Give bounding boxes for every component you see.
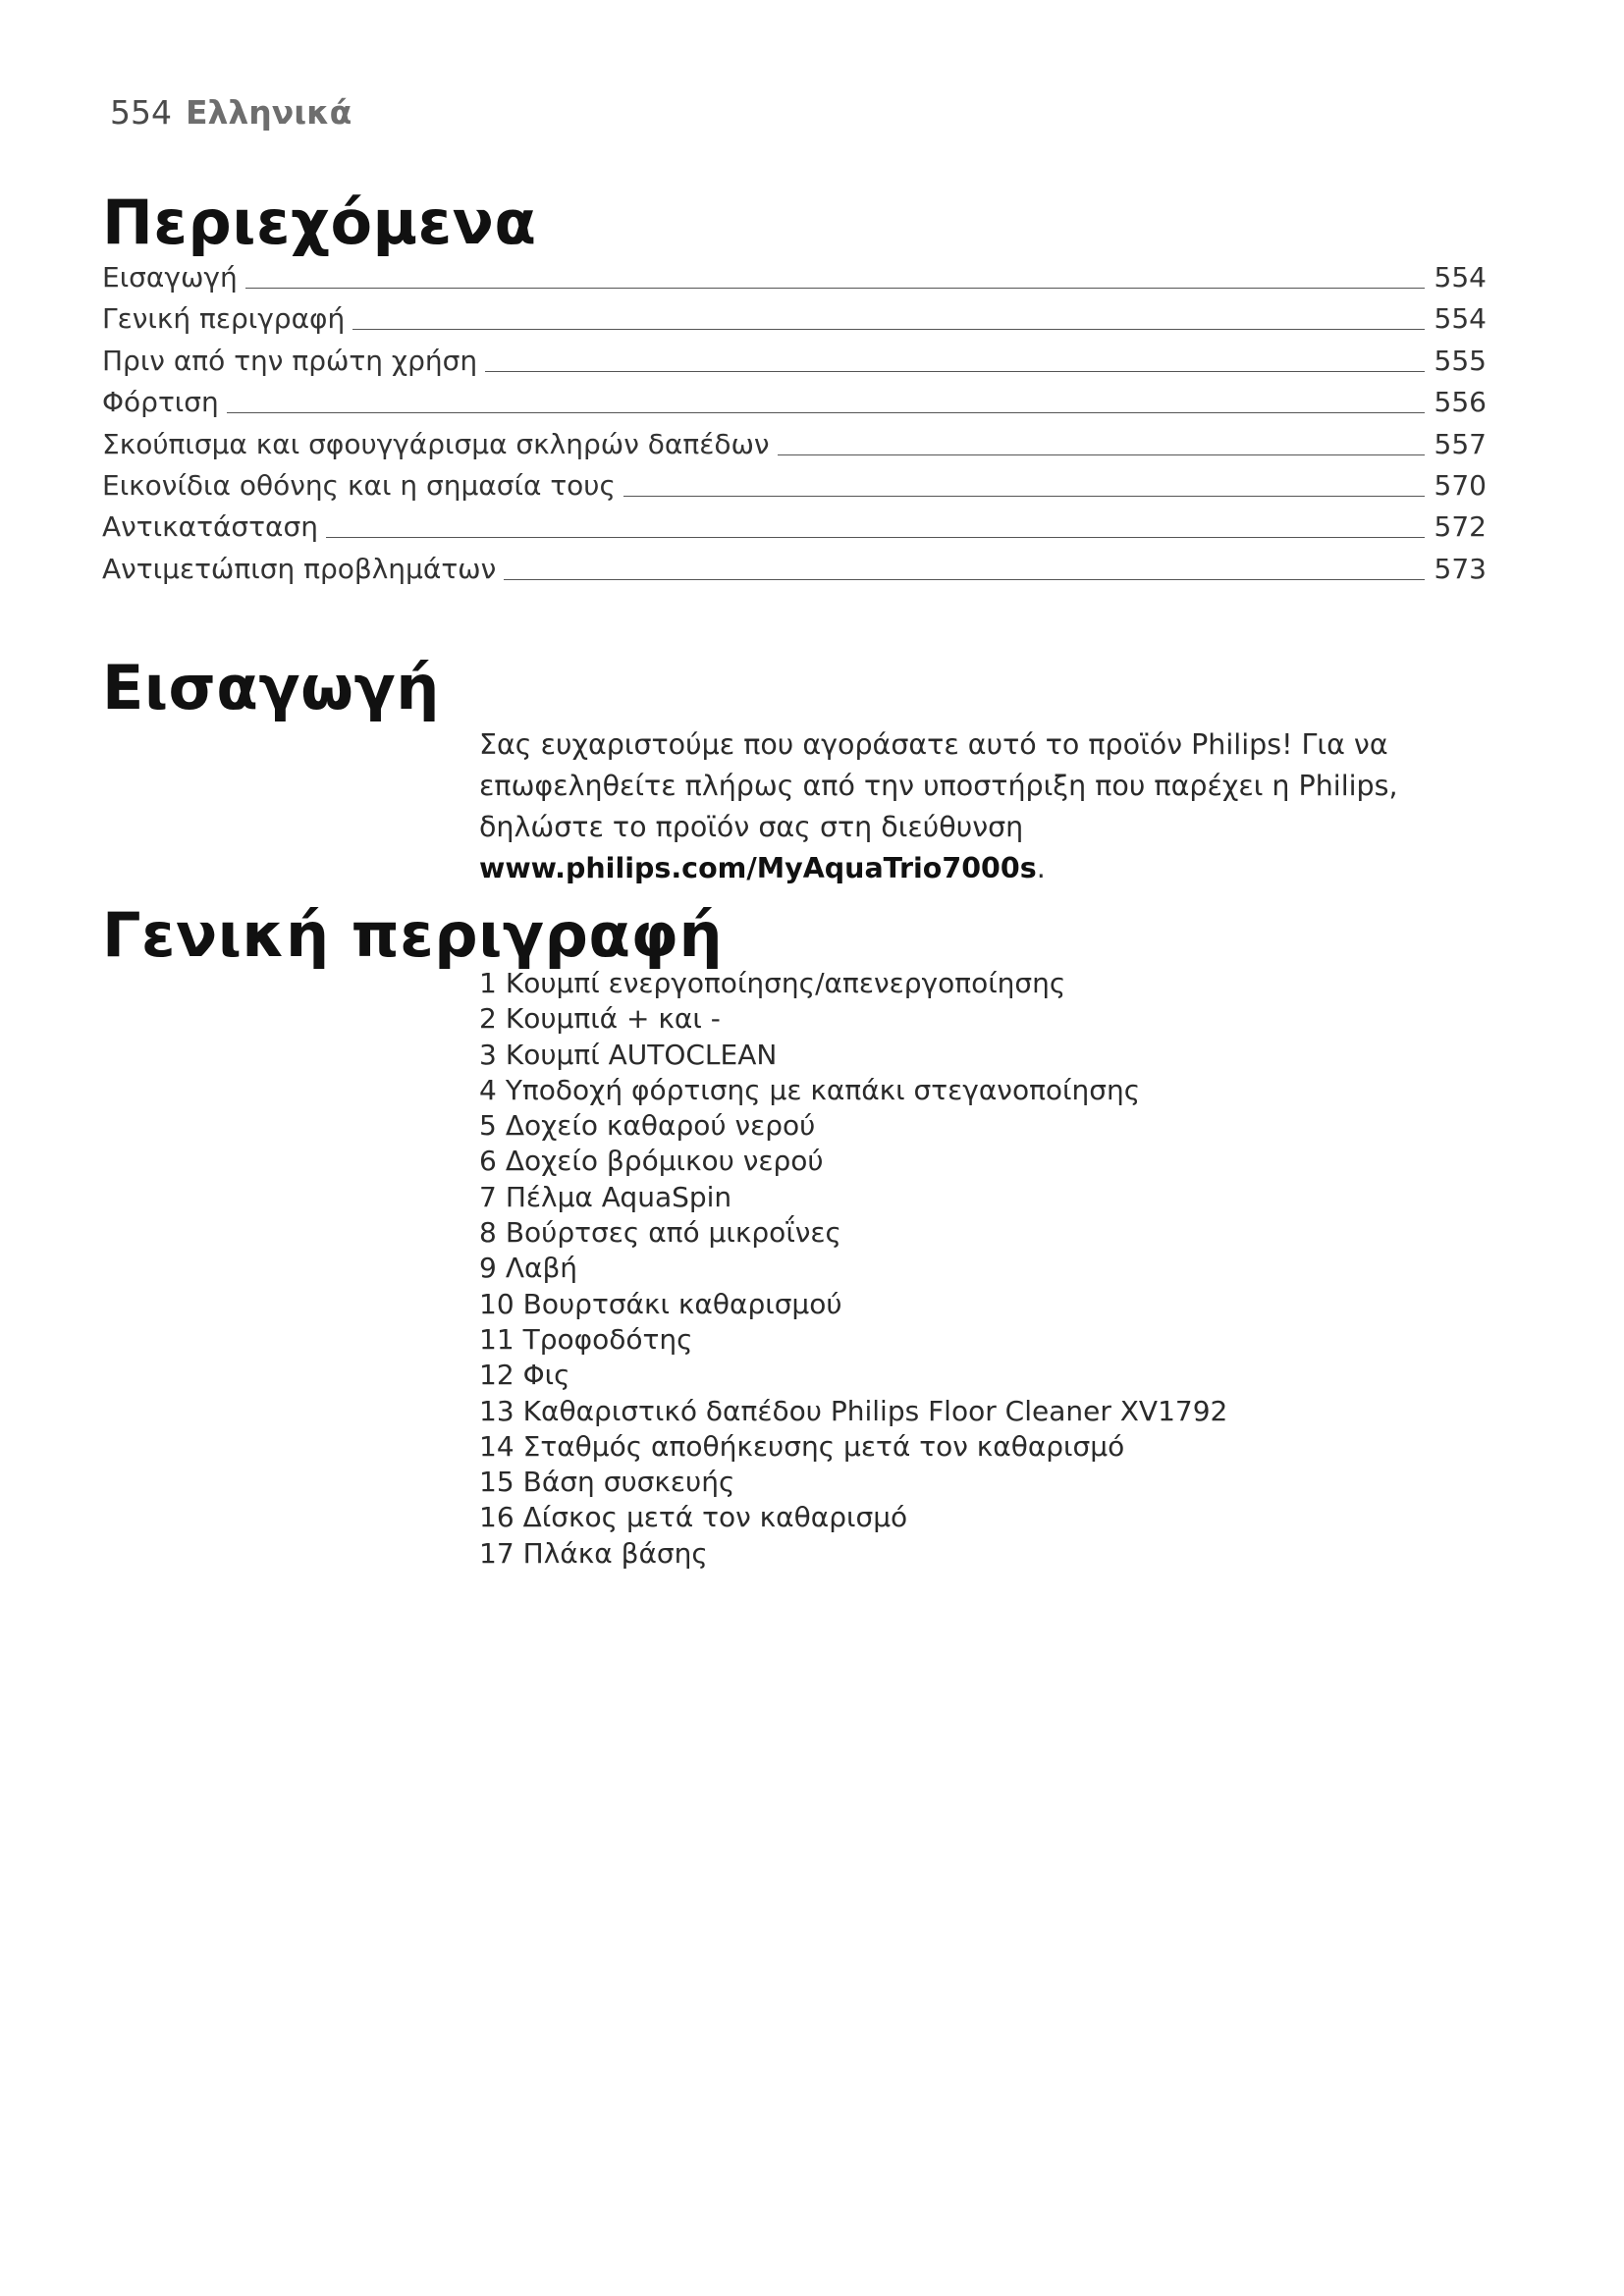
introduction-paragraph bbox=[479, 724, 1526, 889]
registration-link[interactable]: www.philips.com/MyAquaTrio7000s bbox=[479, 852, 1037, 884]
part-number: 6 bbox=[479, 1145, 497, 1178]
toc-entry[interactable] bbox=[102, 386, 1487, 427]
toc-entry-page: 572 bbox=[1434, 510, 1487, 544]
part-item bbox=[479, 1251, 1227, 1286]
part-label: Βούρτσες από μικροΐνες bbox=[505, 1216, 841, 1250]
part-number: 11 bbox=[479, 1322, 514, 1356]
toc-leader-line bbox=[778, 454, 1425, 455]
toc-entry[interactable] bbox=[102, 428, 1487, 469]
part-number: 16 bbox=[479, 1501, 514, 1534]
part-label: Κουμπί AUTOCLEAN bbox=[505, 1038, 778, 1071]
toc-entry-label: Εισαγωγή bbox=[102, 261, 238, 294]
toc-entry[interactable] bbox=[102, 345, 1487, 386]
toc-entry-label: Αντιμετώπιση προβλημάτων bbox=[102, 552, 497, 585]
part-item bbox=[479, 1465, 1227, 1500]
toc-entry-label: Πριν από την πρώτη χρήση bbox=[102, 344, 478, 377]
overview-title: Γενική περιγραφή bbox=[102, 899, 724, 971]
part-number: 15 bbox=[479, 1466, 514, 1499]
part-label: Φις bbox=[522, 1359, 570, 1392]
part-label: Δοχείο βρόμικου νερού bbox=[505, 1145, 824, 1178]
part-number: 3 bbox=[479, 1038, 497, 1071]
page-number: 554 bbox=[110, 93, 172, 132]
toc-entry-page: 554 bbox=[1434, 302, 1487, 336]
parts-list bbox=[479, 966, 1227, 1572]
toc-entry[interactable] bbox=[102, 302, 1487, 344]
part-label: Δίσκος μετά τον καθαρισμό bbox=[522, 1501, 908, 1534]
part-number: 13 bbox=[479, 1394, 514, 1427]
part-number: 8 bbox=[479, 1216, 497, 1250]
part-number: 14 bbox=[479, 1429, 514, 1463]
part-item bbox=[479, 1001, 1227, 1037]
toc-leader-line bbox=[623, 496, 1425, 497]
part-item bbox=[479, 1215, 1227, 1251]
toc-entry-page: 573 bbox=[1434, 552, 1487, 585]
introduction-title: Εισαγωγή bbox=[102, 652, 440, 723]
part-label: Καθαριστικό δαπέδου Philips Floor Cleaner XV1792 bbox=[522, 1394, 1228, 1427]
part-label: Πλάκα βάσης bbox=[522, 1536, 708, 1570]
part-item bbox=[479, 1144, 1227, 1179]
toc-leader-line bbox=[504, 579, 1424, 580]
toc-leader-line bbox=[352, 329, 1424, 330]
page-language: Ελληνικά bbox=[186, 93, 352, 132]
introduction-text: Σας ευχαριστούμε που αγοράσατε αυτό το προϊόν Philips! Για να επωφεληθείτε πλήρως από την υποστήριξη που παρέχει η Philips, δηλώστε το προϊόν σας στη διεύθυνση bbox=[479, 728, 1398, 843]
part-item bbox=[479, 1108, 1227, 1144]
part-label: Σταθμός αποθήκευσης μετά τον καθαρισμό bbox=[522, 1429, 1125, 1463]
part-item bbox=[479, 1038, 1227, 1073]
part-label: Πέλμα AquaSpin bbox=[505, 1180, 732, 1213]
part-number: 9 bbox=[479, 1252, 497, 1285]
part-label: Βάση συσκευής bbox=[522, 1466, 735, 1499]
table-of-contents bbox=[102, 261, 1487, 594]
part-label: Κουμπιά + και - bbox=[505, 1002, 721, 1036]
part-label: Δοχείο καθαρού νερού bbox=[505, 1109, 816, 1143]
toc-entry[interactable] bbox=[102, 510, 1487, 552]
toc-leader-line bbox=[485, 371, 1424, 372]
part-number: 1 bbox=[479, 967, 497, 999]
part-number: 4 bbox=[479, 1073, 497, 1106]
toc-entry-label: Φόρτιση bbox=[102, 386, 219, 419]
toc-entry-page: 554 bbox=[1434, 261, 1487, 294]
part-item bbox=[479, 1287, 1227, 1322]
introduction-text-end: . bbox=[1036, 852, 1046, 884]
toc-entry-label: Αντικατάσταση bbox=[102, 510, 318, 544]
part-number: 12 bbox=[479, 1359, 514, 1392]
part-item bbox=[479, 1500, 1227, 1535]
part-item bbox=[479, 1322, 1227, 1358]
part-label: Λαβή bbox=[505, 1252, 578, 1285]
part-label: Υποδοχή φόρτισης με καπάκι στεγανοποίησης bbox=[505, 1073, 1141, 1106]
part-item bbox=[479, 1429, 1227, 1465]
part-label: Τροφοδότης bbox=[522, 1322, 693, 1356]
toc-leader-line bbox=[227, 412, 1425, 413]
toc-entry[interactable] bbox=[102, 261, 1487, 302]
part-item bbox=[479, 966, 1227, 1001]
toc-entry[interactable] bbox=[102, 553, 1487, 594]
toc-entry-page: 556 bbox=[1434, 386, 1487, 419]
part-label: Κουμπί ενεργοποίησης/απενεργοποίησης bbox=[505, 967, 1066, 999]
part-number: 17 bbox=[479, 1536, 514, 1570]
part-item bbox=[479, 1180, 1227, 1215]
page-header bbox=[110, 93, 352, 132]
toc-entry-page: 570 bbox=[1434, 468, 1487, 502]
part-label: Βουρτσάκι καθαρισμού bbox=[522, 1287, 842, 1320]
toc-leader-line bbox=[245, 288, 1425, 289]
part-number: 2 bbox=[479, 1002, 497, 1036]
toc-entry-label: Σκούπισμα και σφουγγάρισμα σκληρών δαπέδων bbox=[102, 427, 770, 460]
toc-title: Περιεχόμενα bbox=[102, 187, 537, 258]
toc-entry-label: Γενική περιγραφή bbox=[102, 302, 346, 336]
part-item bbox=[479, 1073, 1227, 1108]
part-item bbox=[479, 1394, 1227, 1429]
part-number: 7 bbox=[479, 1180, 497, 1213]
part-number: 10 bbox=[479, 1287, 514, 1320]
toc-entry-label: Εικονίδια οθόνης και η σημασία τους bbox=[102, 468, 616, 502]
toc-entry-page: 555 bbox=[1434, 344, 1487, 377]
toc-entry[interactable] bbox=[102, 469, 1487, 510]
part-item bbox=[479, 1536, 1227, 1572]
part-number: 5 bbox=[479, 1109, 497, 1143]
part-item bbox=[479, 1358, 1227, 1393]
toc-leader-line bbox=[326, 537, 1425, 538]
toc-entry-page: 557 bbox=[1434, 427, 1487, 460]
